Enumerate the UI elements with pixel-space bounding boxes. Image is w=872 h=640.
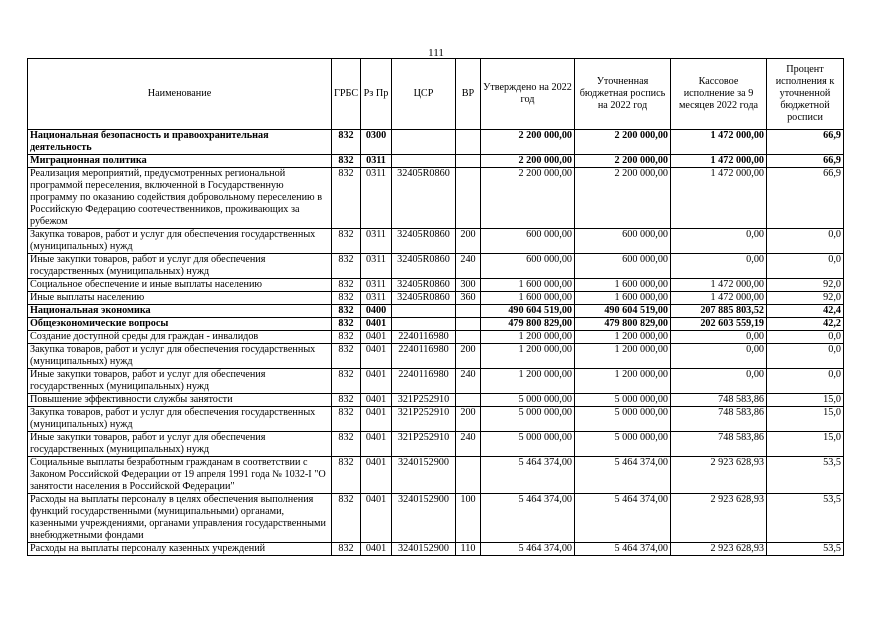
cell-approved: 2 200 000,00 <box>481 168 575 229</box>
cell-grbs: 832 <box>332 254 361 279</box>
cell-refined: 600 000,00 <box>575 229 671 254</box>
cell-refined: 5 464 374,00 <box>575 543 671 556</box>
cell-name: Иные закупки товаров, работ и услуг для обеспечения государственных (муниципальных) нужд <box>28 254 332 279</box>
cell-name: Повышение эффективности службы занятости <box>28 394 332 407</box>
table-row <box>28 331 844 344</box>
cell-percent: 15,0 <box>767 432 844 457</box>
cell-percent: 0,0 <box>767 229 844 254</box>
cell-vr <box>456 331 481 344</box>
cell-vr <box>456 130 481 155</box>
cell-name: Миграционная политика <box>28 155 332 168</box>
cell-rzpr: 0401 <box>361 457 392 494</box>
cell-grbs: 832 <box>332 229 361 254</box>
cell-approved: 5 000 000,00 <box>481 432 575 457</box>
cell-vr: 360 <box>456 292 481 305</box>
cell-refined: 479 800 829,00 <box>575 318 671 331</box>
table-row <box>28 457 844 494</box>
cell-grbs: 832 <box>332 494 361 543</box>
cell-grbs: 832 <box>332 432 361 457</box>
cell-cash: 1 472 000,00 <box>671 292 767 305</box>
table-row <box>28 432 844 457</box>
table-row <box>28 168 844 229</box>
cell-vr: 110 <box>456 543 481 556</box>
cell-rzpr: 0401 <box>361 331 392 344</box>
cell-rzpr: 0400 <box>361 305 392 318</box>
cell-name: Общеэкономические вопросы <box>28 318 332 331</box>
cell-grbs: 832 <box>332 279 361 292</box>
cell-csr <box>392 130 456 155</box>
cell-csr: 32405R0860 <box>392 254 456 279</box>
cell-refined: 5 000 000,00 <box>575 432 671 457</box>
cell-vr: 240 <box>456 369 481 394</box>
cell-grbs: 832 <box>332 394 361 407</box>
cell-grbs: 832 <box>332 344 361 369</box>
table-header-row <box>28 59 844 130</box>
cell-rzpr: 0311 <box>361 279 392 292</box>
cell-name: Создание доступной среды для граждан - инвалидов <box>28 331 332 344</box>
cell-percent: 92,0 <box>767 292 844 305</box>
budget-execution-table <box>27 58 844 556</box>
cell-vr: 200 <box>456 407 481 432</box>
cell-approved: 5 464 374,00 <box>481 457 575 494</box>
cell-approved: 5 464 374,00 <box>481 494 575 543</box>
cell-approved: 1 200 000,00 <box>481 344 575 369</box>
cell-approved: 5 000 000,00 <box>481 394 575 407</box>
cell-vr <box>456 457 481 494</box>
cell-refined: 5 464 374,00 <box>575 494 671 543</box>
cell-percent: 53,5 <box>767 543 844 556</box>
cell-name: Иные выплаты населению <box>28 292 332 305</box>
cell-refined: 600 000,00 <box>575 254 671 279</box>
cell-name: Социальное обеспечение и иные выплаты населению <box>28 279 332 292</box>
table-row <box>28 407 844 432</box>
header-rzpr: Рз Пр <box>361 59 392 130</box>
cell-refined: 5 000 000,00 <box>575 407 671 432</box>
header-vr: ВР <box>456 59 481 130</box>
cell-csr: 321P252910 <box>392 394 456 407</box>
cell-grbs: 832 <box>332 543 361 556</box>
table-row <box>28 254 844 279</box>
cell-cash: 748 583,86 <box>671 394 767 407</box>
cell-cash: 0,00 <box>671 344 767 369</box>
cell-rzpr: 0401 <box>361 369 392 394</box>
cell-percent: 0,0 <box>767 254 844 279</box>
cell-percent: 0,0 <box>767 344 844 369</box>
cell-name: Национальная безопасность и правоохранительная деятельность <box>28 130 332 155</box>
table-row <box>28 494 844 543</box>
cell-percent: 0,0 <box>767 369 844 394</box>
cell-rzpr: 0311 <box>361 168 392 229</box>
table-row <box>28 394 844 407</box>
cell-cash: 748 583,86 <box>671 407 767 432</box>
cell-refined: 490 604 519,00 <box>575 305 671 318</box>
cell-approved: 490 604 519,00 <box>481 305 575 318</box>
cell-approved: 1 600 000,00 <box>481 279 575 292</box>
header-percent: Процент исполнения к уточненной бюджетной росписи <box>767 59 844 130</box>
cell-csr: 32405R0860 <box>392 279 456 292</box>
cell-csr: 32405R0860 <box>392 168 456 229</box>
cell-approved: 1 200 000,00 <box>481 331 575 344</box>
cell-percent: 92,0 <box>767 279 844 292</box>
cell-cash: 1 472 000,00 <box>671 168 767 229</box>
cell-refined: 1 200 000,00 <box>575 331 671 344</box>
cell-percent: 53,5 <box>767 494 844 543</box>
cell-refined: 2 200 000,00 <box>575 168 671 229</box>
cell-name: Иные закупки товаров, работ и услуг для обеспечения государственных (муниципальных) нужд <box>28 369 332 394</box>
cell-percent: 66,9 <box>767 168 844 229</box>
cell-refined: 5 464 374,00 <box>575 457 671 494</box>
cell-csr: 3240152900 <box>392 494 456 543</box>
cell-csr: 2240116980 <box>392 331 456 344</box>
cell-approved: 479 800 829,00 <box>481 318 575 331</box>
cell-refined: 1 200 000,00 <box>575 344 671 369</box>
cell-rzpr: 0311 <box>361 155 392 168</box>
page-number: 111 <box>428 47 444 59</box>
cell-rzpr: 0300 <box>361 130 392 155</box>
cell-approved: 2 200 000,00 <box>481 155 575 168</box>
cell-approved: 600 000,00 <box>481 254 575 279</box>
cell-cash: 202 603 559,19 <box>671 318 767 331</box>
cell-percent: 42,2 <box>767 318 844 331</box>
cell-refined: 2 200 000,00 <box>575 155 671 168</box>
cell-csr <box>392 305 456 318</box>
table-row <box>28 369 844 394</box>
cell-approved: 600 000,00 <box>481 229 575 254</box>
cell-grbs: 832 <box>332 457 361 494</box>
cell-refined: 1 200 000,00 <box>575 369 671 394</box>
cell-cash: 2 923 628,93 <box>671 543 767 556</box>
cell-approved: 5 000 000,00 <box>481 407 575 432</box>
cell-name: Иные закупки товаров, работ и услуг для обеспечения государственных (муниципальных) нужд <box>28 432 332 457</box>
cell-vr <box>456 168 481 229</box>
cell-name: Реализация мероприятий, предусмотренных региональной программой переселения, включенной в Государственную программу по оказанию содействия добровольному переселению в Российскую Федерацию соотечественников, проживающих за рубежом <box>28 168 332 229</box>
cell-refined: 1 600 000,00 <box>575 279 671 292</box>
cell-percent: 66,9 <box>767 130 844 155</box>
cell-csr <box>392 155 456 168</box>
header-cash: Кассовое исполнение за 9 месяцев 2022 года <box>671 59 767 130</box>
cell-vr: 100 <box>456 494 481 543</box>
cell-rzpr: 0311 <box>361 254 392 279</box>
cell-csr: 321P252910 <box>392 432 456 457</box>
cell-vr: 240 <box>456 432 481 457</box>
cell-grbs: 832 <box>332 130 361 155</box>
cell-cash: 0,00 <box>671 331 767 344</box>
cell-grbs: 832 <box>332 407 361 432</box>
header-name: Наименование <box>28 59 332 130</box>
table-row <box>28 155 844 168</box>
cell-cash: 2 923 628,93 <box>671 457 767 494</box>
cell-refined: 2 200 000,00 <box>575 130 671 155</box>
cell-vr <box>456 155 481 168</box>
cell-percent: 66,9 <box>767 155 844 168</box>
table-row <box>28 130 844 155</box>
cell-name: Закупка товаров, работ и услуг для обеспечения государственных (муниципальных) нужд <box>28 407 332 432</box>
table-row <box>28 229 844 254</box>
table-row <box>28 344 844 369</box>
cell-grbs: 832 <box>332 155 361 168</box>
cell-rzpr: 0401 <box>361 494 392 543</box>
table-row <box>28 543 844 556</box>
cell-rzpr: 0401 <box>361 318 392 331</box>
cell-grbs: 832 <box>332 318 361 331</box>
table-row <box>28 305 844 318</box>
cell-csr <box>392 318 456 331</box>
cell-name: Расходы на выплаты персоналу в целях обеспечения выполнения функций государственными (муниципальными) органами, казенными учреждениями, органами управления государственными внебюджетными фондами <box>28 494 332 543</box>
cell-cash: 1 472 000,00 <box>671 130 767 155</box>
cell-name: Социальные выплаты безработным гражданам в соответствии с Законом Российской Федерации от 19 апреля 1991 года № 1032-I "О занятости населения в Российской Федерации" <box>28 457 332 494</box>
cell-name: Расходы на выплаты персоналу казенных учреждений <box>28 543 332 556</box>
cell-percent: 15,0 <box>767 407 844 432</box>
cell-cash: 0,00 <box>671 229 767 254</box>
cell-csr: 3240152900 <box>392 457 456 494</box>
cell-vr <box>456 305 481 318</box>
cell-rzpr: 0401 <box>361 432 392 457</box>
cell-name: Закупка товаров, работ и услуг для обеспечения государственных (муниципальных) нужд <box>28 229 332 254</box>
cell-grbs: 832 <box>332 331 361 344</box>
cell-rzpr: 0401 <box>361 543 392 556</box>
cell-vr <box>456 318 481 331</box>
cell-name: Закупка товаров, работ и услуг для обеспечения государственных (муниципальных) нужд <box>28 344 332 369</box>
cell-rzpr: 0401 <box>361 407 392 432</box>
cell-vr <box>456 394 481 407</box>
cell-cash: 1 472 000,00 <box>671 279 767 292</box>
header-approved: Утверждено на 2022 год <box>481 59 575 130</box>
cell-percent: 53,5 <box>767 457 844 494</box>
cell-grbs: 832 <box>332 305 361 318</box>
table-row <box>28 279 844 292</box>
cell-rzpr: 0311 <box>361 229 392 254</box>
cell-cash: 0,00 <box>671 369 767 394</box>
cell-percent: 15,0 <box>767 394 844 407</box>
cell-cash: 1 472 000,00 <box>671 155 767 168</box>
cell-csr: 3240152900 <box>392 543 456 556</box>
cell-cash: 0,00 <box>671 254 767 279</box>
cell-csr: 32405R0860 <box>392 229 456 254</box>
cell-rzpr: 0401 <box>361 394 392 407</box>
cell-vr: 200 <box>456 229 481 254</box>
cell-approved: 1 200 000,00 <box>481 369 575 394</box>
cell-csr: 32405R0860 <box>392 292 456 305</box>
table-row <box>28 292 844 305</box>
header-csr: ЦСР <box>392 59 456 130</box>
cell-rzpr: 0401 <box>361 344 392 369</box>
cell-refined: 5 000 000,00 <box>575 394 671 407</box>
cell-cash: 207 885 803,52 <box>671 305 767 318</box>
cell-vr: 240 <box>456 254 481 279</box>
cell-percent: 42,4 <box>767 305 844 318</box>
cell-grbs: 832 <box>332 369 361 394</box>
cell-approved: 1 600 000,00 <box>481 292 575 305</box>
cell-grbs: 832 <box>332 292 361 305</box>
cell-refined: 1 600 000,00 <box>575 292 671 305</box>
cell-vr: 300 <box>456 279 481 292</box>
cell-approved: 5 464 374,00 <box>481 543 575 556</box>
cell-grbs: 832 <box>332 168 361 229</box>
cell-approved: 2 200 000,00 <box>481 130 575 155</box>
cell-csr: 2240116980 <box>392 369 456 394</box>
table-body <box>28 130 844 556</box>
cell-cash: 748 583,86 <box>671 432 767 457</box>
cell-csr: 2240116980 <box>392 344 456 369</box>
cell-cash: 2 923 628,93 <box>671 494 767 543</box>
header-grbs: ГРБС <box>332 59 361 130</box>
header-refined: Уточненная бюджетная роспись на 2022 год <box>575 59 671 130</box>
table-row <box>28 318 844 331</box>
cell-rzpr: 0311 <box>361 292 392 305</box>
cell-percent: 0,0 <box>767 331 844 344</box>
cell-vr: 200 <box>456 344 481 369</box>
cell-csr: 321P252910 <box>392 407 456 432</box>
cell-name: Национальная экономика <box>28 305 332 318</box>
